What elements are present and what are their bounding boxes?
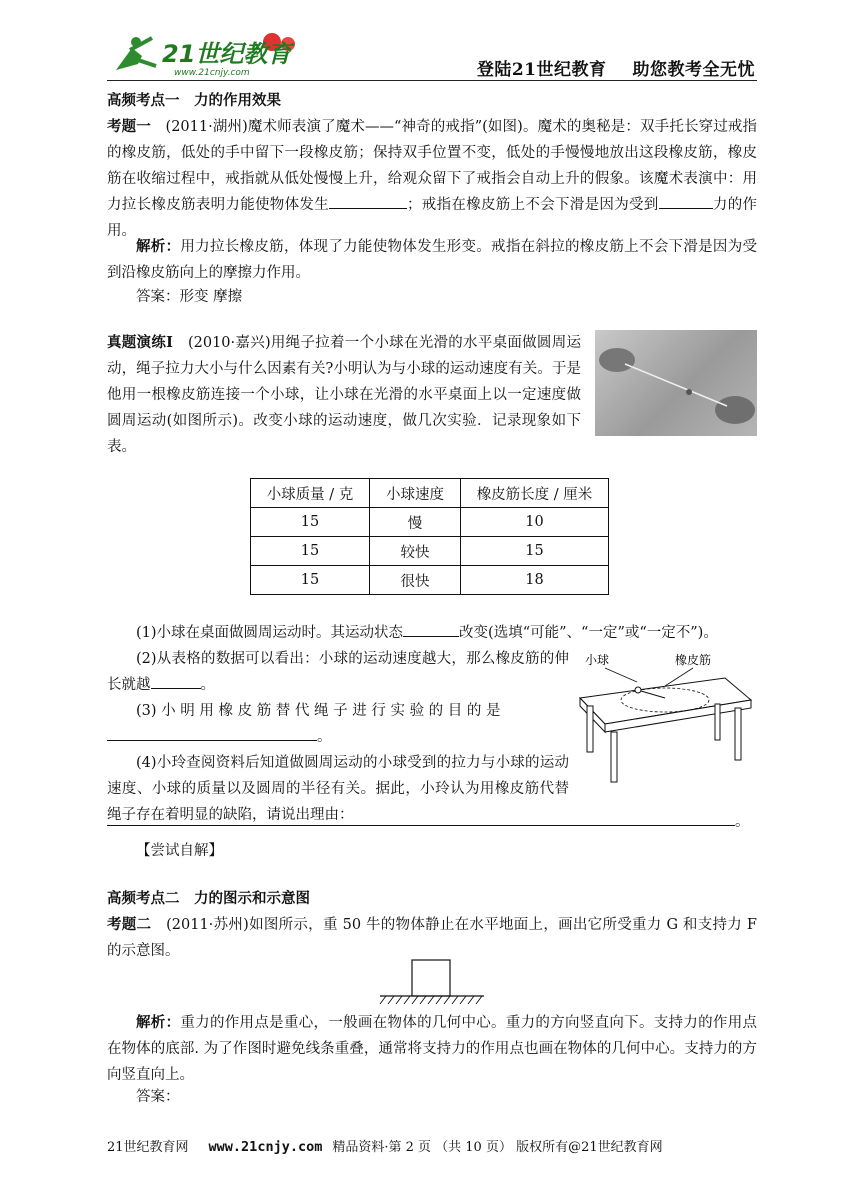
logo-text: 21世纪教育: [162, 40, 292, 68]
slogan-motto: 助您教考全无忧: [632, 60, 755, 80]
answer-blank-5[interactable]: [107, 725, 317, 741]
table-cell: 10: [461, 508, 609, 537]
practice-1-label: 真题演练Ⅰ: [107, 334, 174, 351]
practice-q4: (4)小玲查阅资料后知道做圆周运动的小球受到的拉力与小球的运动速度、小球的质量以及圆周的半径有关。据此，小玲认为用橡皮筋代替绳子存在着明显的缺陷，请说出理由：: [107, 755, 569, 823]
experiment-table: [250, 478, 609, 595]
practice-q4-answer: 。: [107, 809, 757, 835]
table-header-row: [251, 479, 609, 508]
question-2-label: 考题二: [107, 916, 152, 933]
section-2-title: 高频考点二 力的图示和示意图: [107, 890, 310, 907]
question-1: 考题一 (2011·湖州)魔术师表演了魔术——“神奇的戒指”(如图)。魔术的奥秘是：双手托长穿过戒指的橡皮筋，低处的手中留下一段橡皮筋；保持双手位置不变，低处的手慢慢地放出这段橡皮筋，橡皮筋在收缩过程中，戒指就从低处慢慢上升，给观众留下了戒指会自动上升的假象。该魔术表演中：用力拉长橡皮筋表明力能使物体发生 ；戒指在橡皮筋上不会下滑是因为受到 力的作用。: [107, 118, 758, 239]
site-logo: [112, 30, 312, 82]
table-cell: 15: [251, 566, 370, 595]
figure-label-band: 橡皮筋: [675, 653, 712, 667]
practice-q3: (3) 小 明 用 橡 皮 筋 替 代 绳 子 进 行 实 验 的 目 的 是: [136, 703, 501, 719]
box-on-ground-diagram: [378, 958, 486, 1010]
table-cell: 15: [251, 537, 370, 566]
table-header-cell: 小球速度: [370, 479, 461, 508]
figure-label-ball: 小球: [585, 653, 610, 667]
try-solve-label: 【尝试自解】: [136, 843, 223, 859]
page-footer: [107, 1136, 757, 1155]
answer-1: 答案：形变 摩擦: [136, 289, 243, 305]
table-cell: 18: [461, 566, 609, 595]
logo-url: www.21cnjy.com: [174, 68, 250, 78]
table-cell: 较快: [370, 537, 461, 566]
footer-site: 21世纪教育网: [107, 1140, 189, 1155]
table-row: [251, 508, 609, 537]
footer-info: 精品资料·第 2 页 （共 10 页） 版权所有@21世纪教育网: [332, 1140, 663, 1155]
logo-icon: [112, 30, 312, 78]
table-cell: 慢: [370, 508, 461, 537]
table-cell: 15: [251, 508, 370, 537]
table-row: [251, 537, 609, 566]
analysis-2: 解析：重力的作用点是重心，一般画在物体的几何中心。重力的方向竖直向下。支持力的作用点在物体的底部. 为了作图时避免线条重叠，通常将支持力的作用点也画在物体的几何中心。支持力的方向竖直向上。: [107, 1014, 758, 1083]
footer-url[interactable]: www.21cnjy.com: [208, 1139, 323, 1155]
answer-blank-1[interactable]: [329, 193, 407, 209]
practice-q1: (1)小球在桌面做圆周运动时。其运动状态 改变(选填“可能”、“一定”或“一定不”)。: [107, 620, 757, 646]
question-1-label: 考题一: [107, 118, 151, 135]
magic-ring-photo: [595, 330, 757, 436]
answer-blank-6[interactable]: [107, 810, 735, 826]
answer-blank-4[interactable]: [151, 673, 201, 689]
answer-2: 答案：: [136, 1089, 180, 1105]
practice-1-text: 真题演练Ⅰ (2010·嘉兴)用绳子拉着一个小球在光滑的水平桌面做圆周运动，绳子拉力大小与什么因素有关?小明认为与小球的运动速度有关。于是他用一根橡皮筋连接一个小球，让小球在光滑的水平桌面上以一定速度做圆周运动(如图所示)。改变小球的运动速度，做几次实验．记录现象如下表。: [107, 334, 581, 455]
answer-blank-2[interactable]: [659, 193, 713, 209]
slogan-login: 登陆21世纪教育: [476, 60, 607, 80]
table-ball-diagram: [575, 648, 755, 792]
section-1-title: 高频考点一 力的作用效果: [107, 92, 281, 109]
table-cell: 很快: [370, 566, 461, 595]
header-divider: [107, 80, 757, 81]
question-2: 考题二 (2011·苏州)如图所示，重 50 牛的物体静止在水平地面上，画出它所受重力 G 和支持力 F 的示意图。: [107, 916, 757, 959]
answer-blank-3[interactable]: [403, 621, 459, 637]
table-row: [251, 566, 609, 595]
table-cell: 15: [461, 537, 609, 566]
table-header-cell: 橡皮筋长度 / 厘米: [461, 479, 609, 508]
analysis-1: 解析：用力拉长橡皮筋，体现了力能使物体发生形变。戒指在斜拉的橡皮筋上不会下滑是因为受到沿橡皮筋向上的摩擦力作用。: [107, 238, 758, 281]
practice-q2: (2)从表格的数据可以看出：小球的运动速度越大，那么橡皮筋的伸长就越 。: [107, 651, 569, 693]
table-header-cell: 小球质量 / 克: [251, 479, 370, 508]
header-slogan: [477, 55, 755, 80]
practice-q3-answer: 。: [107, 724, 569, 750]
